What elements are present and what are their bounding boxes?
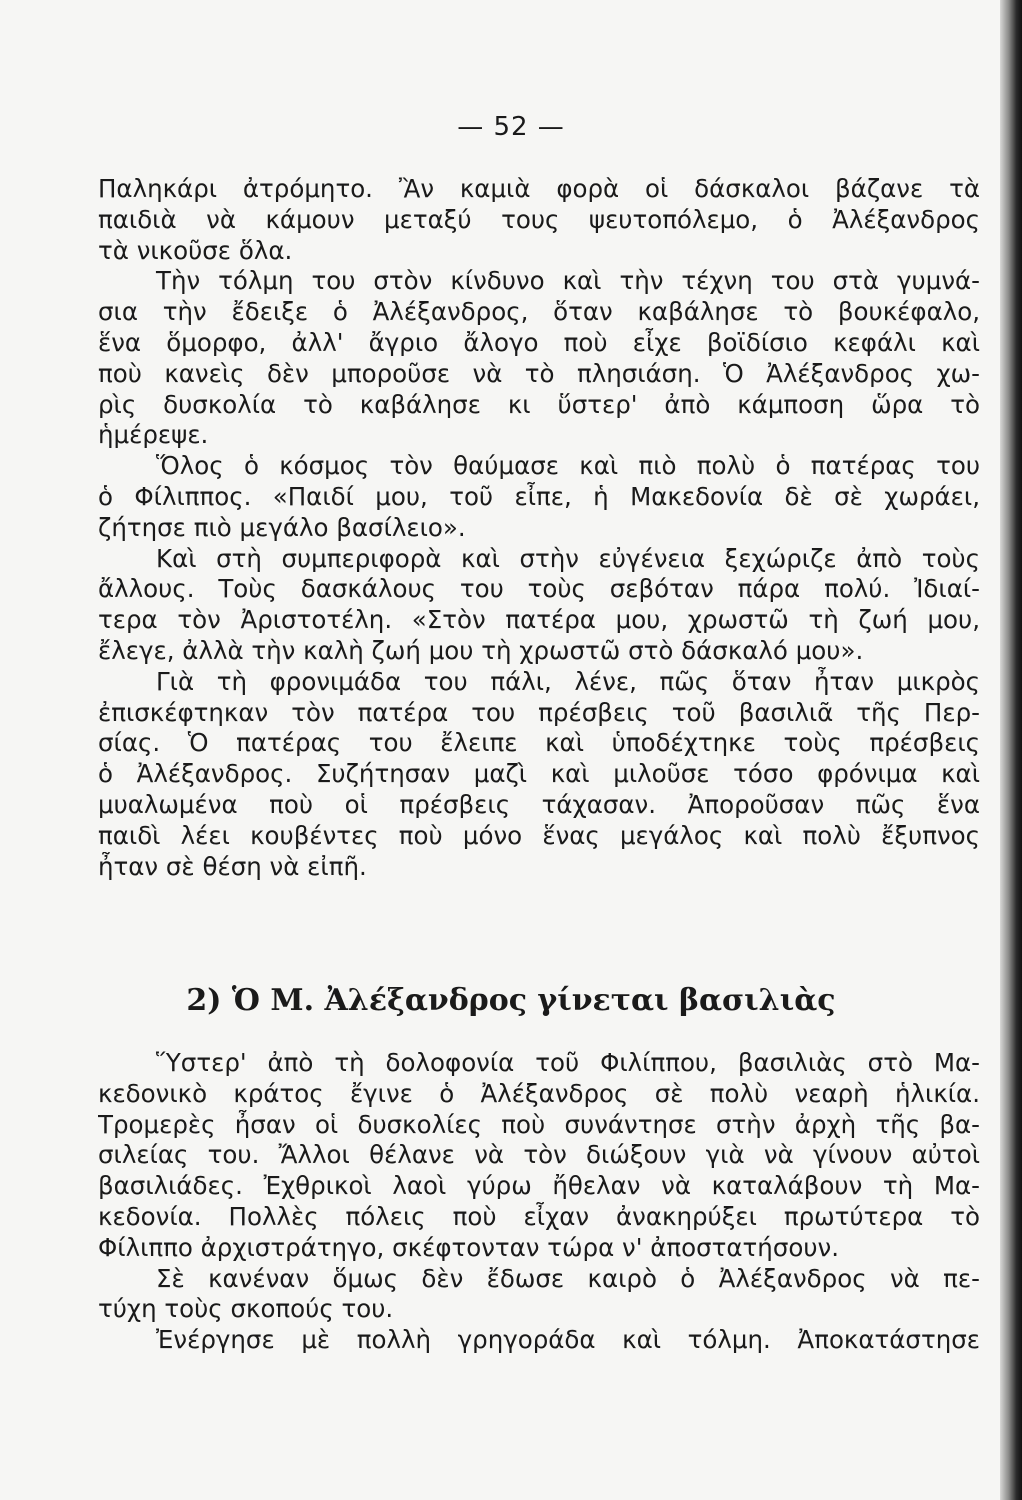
- text-line: κεδονικὸ κράτος ἔγινε ὁ Ἀλέξανδρος σὲ πολὺ νεαρὴ ἡλικία.: [98, 1078, 980, 1108]
- text-line: ἕνα ὅμορφο, ἀλλ' ἄγριο ἄλογο ποὺ εἶχε βοϊδίσιο κεφάλι καὶ: [98, 327, 980, 357]
- text-line: μυαλωμένα ποὺ οἱ πρέσβεις τάχασαν. Ἀποροῦσαν πῶς ἕνα: [98, 789, 980, 819]
- text-line: ἄλλους. Τοὺς δασκάλους του τοὺς σεβόταν πάρα πολύ. Ἰδιαί-: [98, 574, 980, 604]
- text-line: Ὅλος ὁ κόσμος τὸν θαύμασε καὶ πιὸ πολὺ ὁ πατέρας του: [156, 451, 980, 481]
- text-line: ὁ Φίλιππος. «Παιδί μου, τοῦ εἶπε, ἡ Μακεδονία δὲ σὲ χωράει,: [98, 481, 980, 511]
- text-line: Φίλιππο ἀρχιστράτηγο, σκέφτονταν τώρα ν' ἀποστατήσουν.: [98, 1232, 840, 1262]
- body-text-block-1: [98, 174, 980, 882]
- text-line: ἦταν σὲ θέση νὰ εἰπῆ.: [98, 851, 367, 881]
- text-line: τερα τὸν Ἀριστοτέλη. «Στὸν πατέρα μου, χρωστῶ τὴ ζωή μου,: [98, 605, 980, 635]
- text-line: Ἐνέργησε μὲ πολλὴ γρηγοράδα καὶ τόλμη. Ἀποκατάστησε: [156, 1325, 980, 1355]
- text-line: ὁ Ἀλέξανδρος. Συζήτησαν μαζὶ καὶ μιλοῦσε τόσο φρόνιμα καὶ: [98, 759, 980, 789]
- text-line: Γιὰ τὴ φρονιμάδα του πάλι, λένε, πῶς ὅταν ἦταν μικρὸς: [156, 666, 980, 696]
- text-line: Παληκάρι ἀτρόμητο. Ἂν καμιὰ φορὰ οἱ δάσκαλοι βάζανε τὰ: [98, 174, 980, 203]
- book-spine-shadow: [1000, 0, 1022, 1500]
- section-heading: 2) Ὁ Μ. Ἀλέξανδρος γίνεται βασιλιὰς: [186, 983, 836, 1018]
- text-line: ρὶς δυσκολία τὸ καβάλησε κι ὕστερ' ἀπὸ κάμποση ὥρα τὸ: [98, 389, 980, 419]
- text-line: Τρομερὲς ἦσαν οἱ δυσκολίες ποὺ συνάντησε στὴν ἀρχὴ τῆς βα-: [98, 1109, 980, 1139]
- text-line: βασιλιάδες. Ἐχθρικοὶ λαοὶ γύρω ἤθελαν νὰ καταλάβουν τὴ Μα-: [98, 1171, 980, 1201]
- text-line: ζήτησε πιὸ μεγάλο βασίλειο».: [98, 512, 466, 542]
- text-line: κεδονία. Πολλὲς πόλεις ποὺ εἶχαν ἀνακηρύξει πρωτύτερα τὸ: [98, 1201, 980, 1231]
- text-line: τὰ νικοῦσε ὅλα.: [98, 235, 293, 265]
- text-line: ἐπισκέφτηκαν τὸν πατέρα του πρέσβεις τοῦ βασιλιᾶ τῆς Περ-: [98, 697, 980, 727]
- text-line: Σὲ κανέναν ὅμως δὲν ἔδωσε καιρὸ ὁ Ἀλέξανδρος νὰ πε-: [156, 1263, 980, 1293]
- text-line: Καὶ στὴ συμπεριφορὰ καὶ στὴν εὐγένεια ξεχώριζε ἀπὸ τοὺς: [156, 543, 980, 573]
- text-line: σιλείας του. Ἄλλοι θέλανε νὰ τὸν διώξουν γιὰ νὰ γίνουν αὐτοὶ: [98, 1140, 980, 1170]
- text-line: παιδὶ λέει κουβέντες ποὺ μόνο ἕνας μεγάλος καὶ πολὺ ἔξυπνος: [98, 820, 980, 850]
- text-line: σια τὴν ἔδειξε ὁ Ἀλέξανδρος, ὅταν καβάλησε τὸ βουκέφαλο,: [98, 297, 980, 327]
- text-line: Τὴν τόλμη του στὸν κίνδυνο καὶ τὴν τέχνη του στὰ γυμνά-: [156, 266, 980, 296]
- text-line: σίας. Ὁ πατέρας του ἔλειπε καὶ ὑποδέχτηκε τοὺς πρέσβεις: [98, 728, 980, 758]
- text-line: παιδιὰ νὰ κάμουν μεταξύ τους ψευτοπόλεμο, ὁ Ἀλέξανδρος: [98, 204, 980, 234]
- text-line: τύχη τοὺς σκοπούς του.: [98, 1294, 394, 1324]
- text-line: Ὕστερ' ἀπὸ τὴ δολοφονία τοῦ Φιλίππου, βασιλιὰς στὸ Μα-: [156, 1048, 980, 1077]
- text-line: ἔλεγε, ἀλλὰ τὴν καλὴ ζωή μου τὴ χρωστῶ στὸ δάσκαλό μου».: [98, 635, 864, 665]
- text-line: ἡμέρεψε.: [98, 420, 209, 450]
- text-line: ποὺ κανεὶς δὲν μποροῦσε νὰ τὸ πλησιάση. Ὁ Ἀλέξανδρος χω-: [98, 358, 980, 388]
- body-text-block-2: [98, 1048, 980, 1356]
- page-number: — 52 —: [457, 112, 565, 142]
